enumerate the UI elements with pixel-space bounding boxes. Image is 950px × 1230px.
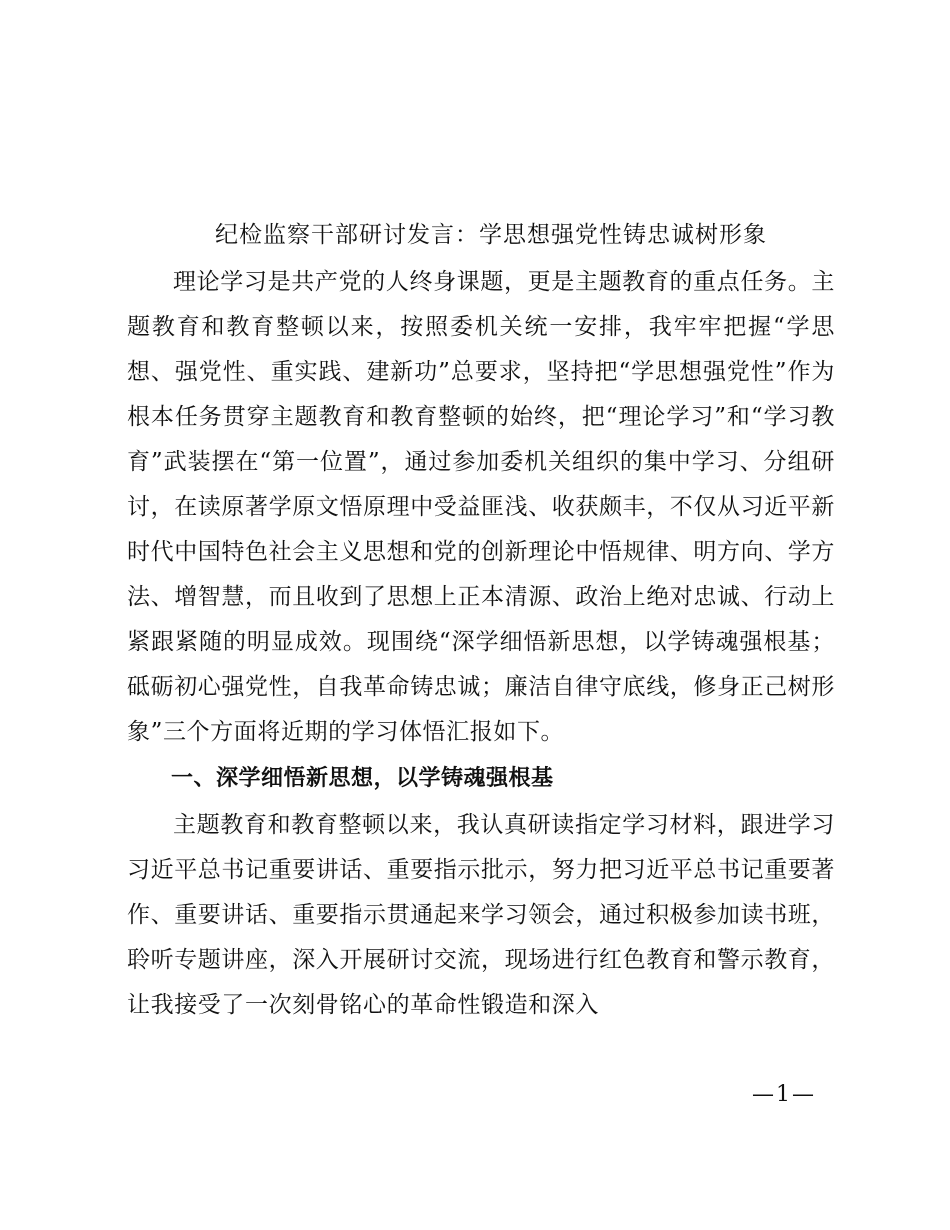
page-number: —1— — [752, 1082, 816, 1107]
document-body — [127, 216, 835, 1028]
body-paragraph-2: 主题教育和教育整顿以来，我认真研读指定学习材料，跟进学习习近平总书记重要讲话、重要指示批示，努力把习近平总书记重要著作、重要讲话、重要指示贯通起来学习领会，通过积极参加读书班，聆听专题讲座，深入开展研讨交流，现场进行红色教育和警示教育，让我接受了一次刻骨铭心的革命性锻造和深入 — [127, 812, 835, 1018]
section-heading-1: 一、深学细悟新思想，以学铸魂强根基 — [171, 766, 554, 791]
body-paragraph-1: 理论学习是共产党的人终身课题，更是主题教育的重点任务。主题教育和教育整顿以来，按照委机关统一安排，我牢牢把握“学思想、强党性、重实践、建新功”总要求，坚持把“学思想强党性”作为根本任务贯穿主题教育和教育整顿的始终，把“理论学习”和“学习教育”武装摆在“第一位置”，通过参加委机关组织的集中学习、分组研讨，在读原著学原文悟原理中受益匪浅、收获颇丰，不仅从习近平新时代中国特色社会主义思想和党的创新理论中悟规律、明方向、学方法、增智慧，而且收到了思想上正本清源、政治上绝对忠诚、行动上紧跟紧随的明显成效。现围绕“深学细悟新思想，以学铸魂强根基；砥砺初心强党性，自我革命铸忠诚；廉洁自律守底线，修身正己树形象”三个方面将近期的学习体悟汇报如下。 — [127, 269, 835, 745]
document-title: 纪检监察干部研讨发言：学思想强党性铸忠诚树形象 — [215, 222, 767, 248]
